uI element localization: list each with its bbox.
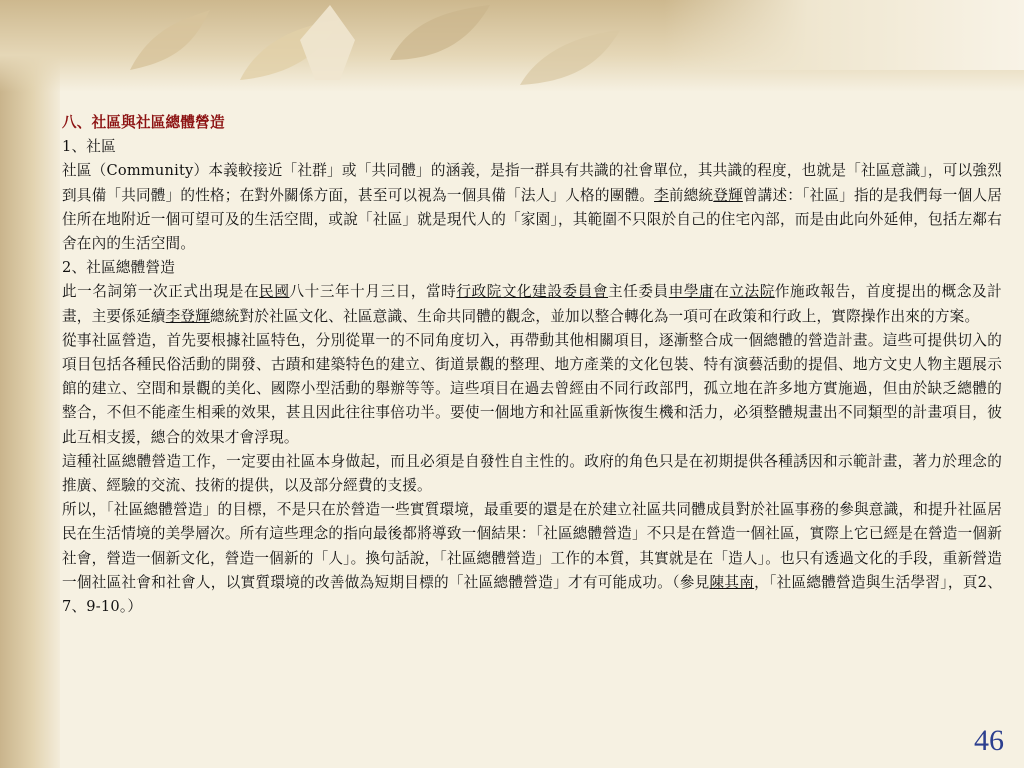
text-span: 前總統 [668,186,714,204]
text-span: 作施政報告，首度提出的概念及計畫，主要係延續 [62,283,1002,325]
page-number: 46 [974,724,1004,757]
link-chen-chi-nan[interactable]: 陳其南 [709,573,755,591]
section-heading-community-building: 2、社區總體營造 [62,259,176,277]
paragraph-self-initiative: 這種社區總體營造工作，一定要由社區本身做起，而且必須是自發性自主性的。政府的角色只是在初期提供各種誘因和示範計畫，著力於理念的推廣、經驗的交流、技術的提供，以及部分經費的支援。 [62,452,1002,495]
text-span: 社區（Community）本義較接近「社群」或「共同體」的涵義，是指一群具有共識的社會單位，其共識的程度，也就是「社區意識」，可以強烈到具備「共同體」的性格；在對外關係方面，甚至可以視為一個具備「法人」人格的團體。 [62,162,1002,204]
link-council-cultural-affairs[interactable]: 行政院文化建設委員會 [456,283,609,301]
paragraph-community [62,159,1002,256]
link-lee-teng-hui[interactable]: 李登輝 [165,307,210,325]
decorative-leaves-image [90,0,650,92]
text-span: 所以，「社區總體營造」的目標，不是只在於營造一些實質環境，最重要的還是在於建立社區共同體成員對於社區事務的參與意識，和提升社區居民在生活情境的美學層次。所有這些理念的指向最後都將導致一個結果：「社區總體營造」不只是在營造一個社區，實際上它已經是在營造一個新社會，營造一個新文化，營造一個新的「人」。換句話說，「社區總體營造」工作的本質，其實就是在「造人」。也只有透過文化的手段，重新營造一個社區社會和社會人，以實質環境的改善做為短期目標的「社區總體營造」才有可能成功。（參見 [62,501,1002,591]
text-span: 八十三年十月三日，當時 [289,283,457,301]
link-shen-hsueh-yung[interactable]: 申學庸 [668,283,715,301]
text-span: 總統對於社區文化、社區意識、生命共同體的觀念，並加以整合轉化為一項可在政策和行政上，實際操作出來的方案。 [209,307,980,325]
link-denghui[interactable]: 登輝 [713,186,743,204]
paragraph-origin [62,280,1002,328]
slide-title: 八、社區與社區總體營造 [62,114,225,131]
link-minguo[interactable]: 民國 [259,283,290,301]
text-span: ，「社區總體營造與生活學習」，頁2、7、9-10。） [62,573,1002,616]
text-span: 曾講述：「社區」指的是我們每一個人居住所在地附近一個可望可及的生活空間，或說「社區」就是現代人的「家園」，其範圍不只限於自己的住宅內部，而是由此向外延伸，包括左鄰右舍在內的生活空間。 [62,186,1002,253]
text-span: 此一名詞第一次正式出現是在 [62,283,260,301]
link-li[interactable]: 李 [654,186,669,204]
link-legislative-yuan[interactable]: 立法院 [729,283,775,301]
paragraph-approach: 從事社區營造，首先要根據社區特色，分別從單一的不同角度切入，再帶動其他相關項目，逐漸整合成一個總體的營造計畫。這些可提供切入的項目包括各種民俗活動的開發、古蹟和建築特色的建立、街道景觀的整理、地方產業的文化包裝、特有演藝活動的提倡、地方文史人物主題展示館的建立、空間和景觀的美化、國際小型活動的舉辦等等。這些項目在過去曾經由不同行政部門，孤立地在許多地方實施過，但由於缺乏總體的整合，不但不能產生相乘的效果，甚且因此往往事倍功半。要使一個地方和社區重新恢復生機和活力，必須整體規畫出不同類型的計畫項目，彼此互相支援，總合的效果才會浮現。 [62,331,1002,446]
paragraph-goal [62,498,1002,619]
slide-content [62,111,1002,619]
background-top-fade [664,0,1024,70]
section-heading-community: 1、社區 [62,138,116,156]
text-span: 主任委員 [608,283,669,301]
text-span: 在 [714,283,730,301]
background-left-strip [0,0,60,768]
